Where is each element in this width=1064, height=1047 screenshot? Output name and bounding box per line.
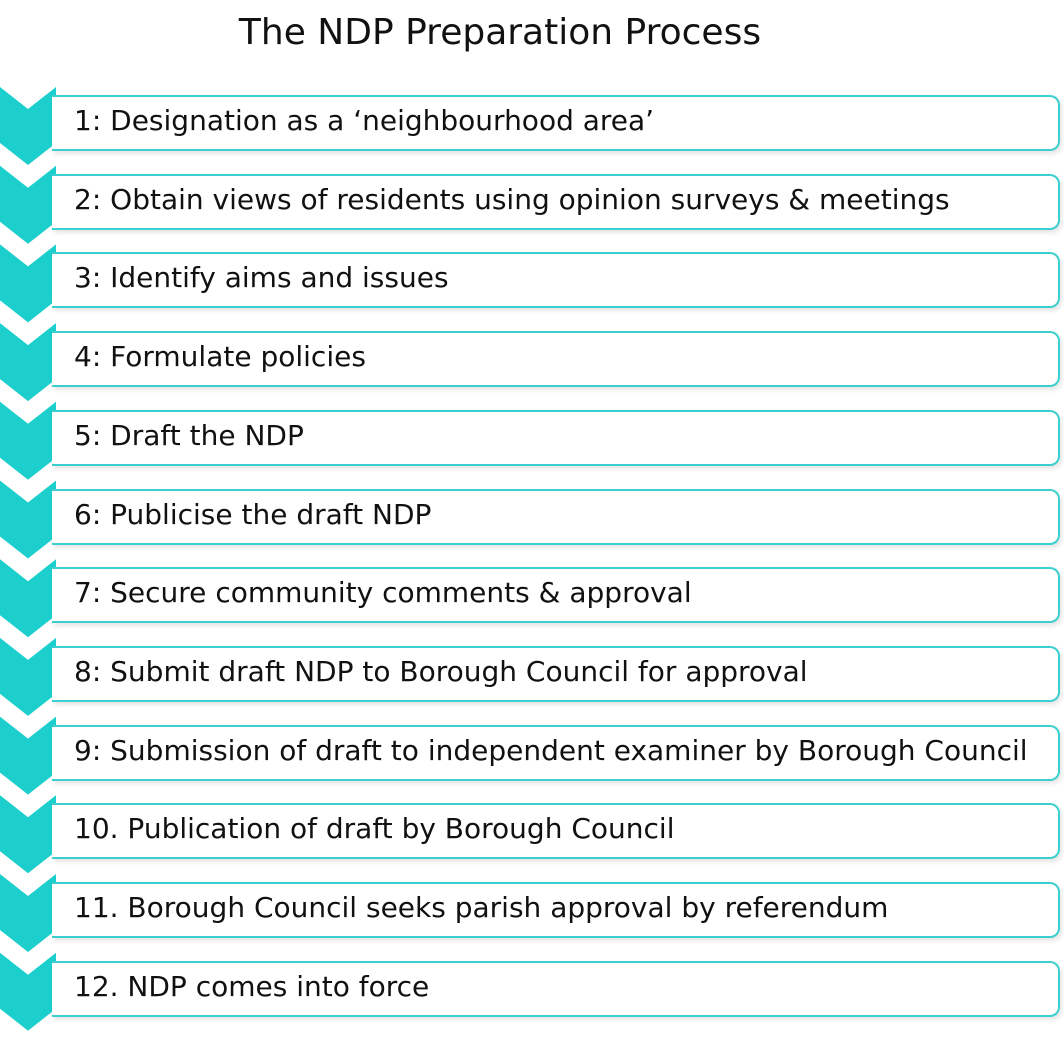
- step-chevron-7: [0, 559, 56, 637]
- step-chevron-9: [0, 717, 56, 795]
- step-label-11: 11. Borough Council seeks parish approval by referendum: [74, 891, 889, 924]
- step-chevron-4: [0, 323, 56, 401]
- step-label-1: 1: Designation as a ‘neighbourhood area’: [74, 104, 655, 137]
- diagram-title: The NDP Preparation Process: [238, 12, 762, 53]
- step-chevron-8: [0, 638, 56, 716]
- step-label-10: 10. Publication of draft by Borough Council: [74, 812, 675, 846]
- step-chevron-5: [0, 402, 56, 480]
- step-chevron-1: [0, 87, 56, 165]
- step-label-12: 12. NDP comes into force: [74, 969, 430, 1003]
- step-chevron-12: [0, 953, 56, 1031]
- step-chevron-11: [0, 874, 56, 952]
- step-label-8: 8: Submit draft NDP to Borough Council for approval: [74, 654, 808, 688]
- step-label-6: 6: Publicise the draft NDP: [74, 497, 432, 531]
- step-label-5: 5: Draft the NDP: [74, 418, 304, 452]
- step-label-3: 3: Identify aims and issues: [74, 261, 449, 295]
- step-chevron-2: [0, 166, 56, 244]
- step-chevron-6: [0, 481, 56, 559]
- step-label-7: 7: Secure community comments & approval: [74, 576, 692, 610]
- step-chevron-3: [0, 244, 56, 322]
- step-label-9: 9: Submission of draft to independent examiner by Borough Council: [74, 733, 1028, 767]
- step-label-2: 2: Obtain views of residents using opinion surveys & meetings: [74, 182, 950, 216]
- step-chevron-10: [0, 795, 56, 873]
- step-label-4: 4: Formulate policies: [74, 340, 366, 374]
